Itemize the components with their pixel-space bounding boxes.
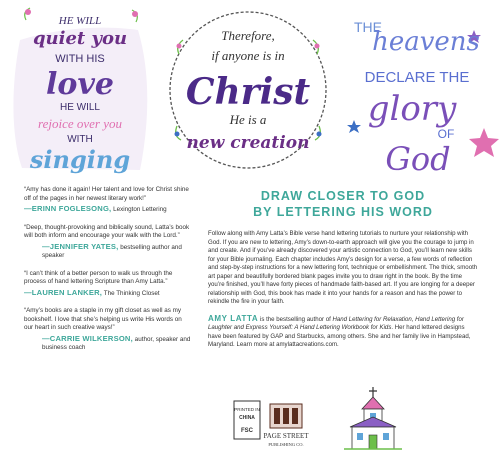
quote-attribution (24, 289, 192, 298)
art1-line-7: WITH (67, 134, 93, 145)
barcode-area (422, 378, 486, 456)
art3-line-1: THE (354, 19, 382, 35)
art1-line-2: quiet you (32, 28, 128, 49)
description-column (208, 186, 478, 350)
quote-affiliation: bestselling author and speaker (42, 243, 182, 260)
church-illustration (340, 383, 406, 460)
art2-line-1: Therefore, (221, 28, 275, 43)
art1-line-6: rejoice over you (38, 116, 122, 131)
quote-3 (24, 270, 192, 299)
art1-line-4: love (46, 67, 114, 102)
quote-attribution (24, 243, 192, 261)
author-bio (208, 315, 478, 350)
lettering-art-new-creation (163, 0, 333, 180)
quote-text: “Deep, thought-provoking and biblically sound, Latta’s book will both inform and encourage your walk with the Lord.” (24, 223, 190, 240)
quote-affiliation: Lexington Lettering (111, 206, 167, 214)
art1-line-1: HE WILL (58, 15, 102, 27)
art3-line-4: glory (367, 89, 457, 129)
quote-1 (24, 186, 192, 215)
quote-affiliation: author, speaker and business coach (42, 335, 191, 352)
art2-line-2: if anyone is in (211, 48, 285, 63)
star-icon (469, 128, 499, 157)
star-icon (347, 120, 361, 133)
endorsements (24, 186, 192, 362)
bio-book-titles: Hand Lettering for Relaxation, Hand Lettering for Laughter and Express Yourself: A Hand Lettering Workbook for Kids (208, 315, 464, 331)
printing-badge (233, 400, 261, 445)
lettering-art-quiet-you (0, 0, 162, 180)
lettering-art-heavens (334, 0, 500, 180)
headline-line-1: DRAW CLOSER TO GOD (260, 189, 426, 203)
headline (208, 188, 478, 220)
book-description: Follow along with Amy Latta’s Bible verse hand lettering tutorials to nurture your relationship with God. If you are new to lettering, Amy’s down-to-earth approach will give you the courage to jump in and create. And if you’ve already discovered your artistic connection to God, you’ll learn new skills for your Bible journaling. Each chapter includes Amy’s design for a verse, a few words of reflection and step-by-step instructions for a new lettering font, technique or embellishment. The thick, smooth art paper and beautifully bordered blank pages invite you to draw right in the book. By the time you’re finished, you’ll have forty pieces of handmade faith-based art. If you are longing for a deeper relationship with God, this book has made it into your hands for a reason and has the power to rekindle the fire in your faith. (208, 230, 478, 305)
art1-line-3: WITH HIS (55, 53, 105, 65)
quote-4 (24, 307, 192, 353)
quote-attribution (24, 335, 192, 353)
publisher-sub: PUBLISHING CO. (268, 442, 304, 447)
badge-line-3: FSC (241, 428, 253, 434)
quote-author: —CARRIE WILKERSON, (42, 333, 133, 343)
quote-author: —ERINN FOGLESONG, (24, 204, 112, 214)
quote-text: “Amy has done it again! Her talent and love for Christ shine off of the pages in her newest literary work!” (24, 186, 189, 202)
art3-line-2: heavens (372, 27, 480, 57)
publisher-logo (262, 402, 310, 459)
art1-line-5: HE WILL (59, 102, 101, 113)
art3-line-5: OF (437, 127, 455, 141)
author-name: AMY LATTA (208, 313, 259, 323)
publisher-name: PAGE STREET (263, 432, 309, 440)
quote-attribution (24, 205, 192, 214)
quote-affiliation: The Thinking Closet (102, 289, 160, 297)
quote-text: “I can’t think of a better person to walk us through the process of hand lettering Scripture than Amy Latta.” (24, 269, 173, 286)
bio-text-2: . Her hand lettered designs have been featured by GAP and Starbucks, among others. She and her family live in Hampstead, Maryland. Learn more at amylattacreations.com. (208, 324, 471, 348)
art2-line-3: Christ (185, 71, 311, 113)
art2-line-5: new creation (186, 133, 310, 153)
quote-text: “Amy’s books are a staple in my gift closet as well as my bookshelf. I love that she’s helping us write His words on our heart in such creative ways!” (24, 307, 182, 332)
quote-2 (24, 224, 192, 261)
quote-author: —JENNIFER YATES, (42, 241, 119, 251)
quote-author: —LAUREN LANKER, (24, 287, 103, 297)
badge-line-2: CHINA (239, 415, 255, 421)
headline-line-2: BY LETTERING HIS WORD (253, 205, 433, 219)
art3-line-3: DECLARE THE (364, 69, 470, 86)
art2-line-4: He is a (229, 112, 267, 127)
art1-line-8: singing (29, 145, 131, 174)
art3-line-6: God (385, 140, 451, 178)
bio-text-1: is the bestselling author of (258, 315, 333, 323)
badge-line-1: PRINTED IN (234, 407, 260, 412)
